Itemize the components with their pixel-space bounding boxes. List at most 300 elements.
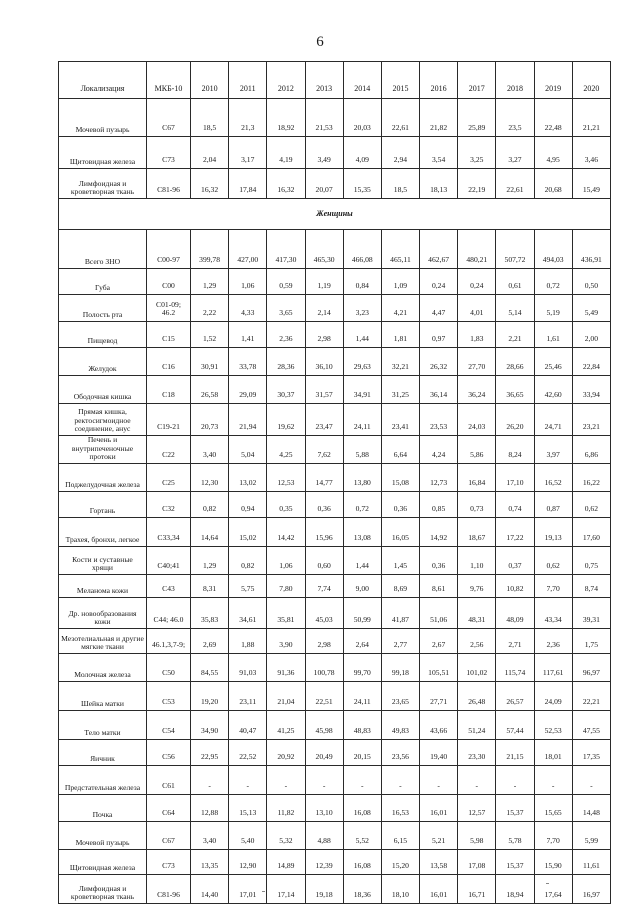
value-cell: 0,36 bbox=[381, 492, 419, 518]
value-cell: 7,62 bbox=[305, 436, 343, 464]
value-cell: 31,57 bbox=[305, 376, 343, 404]
value-cell: 24,71 bbox=[534, 404, 572, 436]
value-cell: 0,62 bbox=[534, 547, 572, 575]
value-cell: 20,49 bbox=[305, 740, 343, 766]
value-cell: 29,63 bbox=[343, 348, 381, 376]
value-cell: 0,60 bbox=[305, 547, 343, 575]
value-cell: 8,74 bbox=[572, 575, 610, 598]
value-cell: 1,29 bbox=[191, 269, 229, 295]
value-cell: 21,94 bbox=[229, 404, 267, 436]
value-cell: 18,67 bbox=[458, 518, 496, 547]
value-cell: 101,02 bbox=[458, 654, 496, 682]
value-cell: 1,44 bbox=[343, 322, 381, 348]
value-cell: 23,53 bbox=[420, 404, 458, 436]
value-cell: 40,47 bbox=[229, 711, 267, 740]
value-cell: 15,35 bbox=[343, 169, 381, 199]
value-cell: 20,07 bbox=[305, 169, 343, 199]
icd-code-cell: C32 bbox=[147, 492, 191, 518]
localization-cell: Лимфоидная и кроветворная ткань bbox=[59, 875, 147, 904]
value-cell: 1,83 bbox=[458, 322, 496, 348]
value-cell: 2,00 bbox=[572, 322, 610, 348]
icd-code-cell: C54 bbox=[147, 711, 191, 740]
value-cell: 15,02 bbox=[229, 518, 267, 547]
value-cell: 0,50 bbox=[572, 269, 610, 295]
value-cell: 115,74 bbox=[496, 654, 534, 682]
value-cell: 1,41 bbox=[229, 322, 267, 348]
value-cell: 8,24 bbox=[496, 436, 534, 464]
value-cell: 4,88 bbox=[305, 822, 343, 850]
value-cell: 0,82 bbox=[191, 492, 229, 518]
value-cell: 23,41 bbox=[381, 404, 419, 436]
value-cell: 2,22 bbox=[191, 295, 229, 322]
table-row bbox=[59, 99, 611, 137]
table-row bbox=[59, 169, 611, 199]
value-cell: 2,94 bbox=[381, 137, 419, 169]
value-cell: 14,64 bbox=[191, 518, 229, 547]
value-cell: 33,78 bbox=[229, 348, 267, 376]
value-cell: 1,09 bbox=[381, 269, 419, 295]
value-cell: 22,61 bbox=[496, 169, 534, 199]
localization-cell: Тело матки bbox=[59, 711, 147, 740]
value-cell: 18,01 bbox=[534, 740, 572, 766]
value-cell: 99,18 bbox=[381, 654, 419, 682]
localization-cell: Лимфоидная и кроветворная ткань bbox=[59, 169, 147, 199]
value-cell: 18,10 bbox=[381, 875, 419, 904]
localization-cell: Яичник bbox=[59, 740, 147, 766]
table-row bbox=[59, 436, 611, 464]
value-cell: - bbox=[267, 766, 305, 795]
localization-cell: Пищевод bbox=[59, 322, 147, 348]
value-cell: 29,09 bbox=[229, 376, 267, 404]
value-cell: 0,84 bbox=[343, 269, 381, 295]
value-cell: 1,06 bbox=[229, 269, 267, 295]
value-cell: 5,04 bbox=[229, 436, 267, 464]
value-cell: 21,53 bbox=[305, 99, 343, 137]
value-cell: 0,36 bbox=[305, 492, 343, 518]
value-cell: 18,92 bbox=[267, 99, 305, 137]
value-cell: 18,36 bbox=[343, 875, 381, 904]
value-cell: 2,98 bbox=[305, 629, 343, 654]
icd-code-cell: C64 bbox=[147, 795, 191, 822]
localization-cell: Желудок bbox=[59, 348, 147, 376]
value-cell: 23,21 bbox=[572, 404, 610, 436]
value-cell: 11,61 bbox=[572, 850, 610, 875]
value-cell: 1,29 bbox=[191, 547, 229, 575]
localization-cell: Губа bbox=[59, 269, 147, 295]
value-cell: 0,24 bbox=[420, 269, 458, 295]
icd-code-cell: C53 bbox=[147, 682, 191, 711]
value-cell: 34,90 bbox=[191, 711, 229, 740]
value-cell: 12,30 bbox=[191, 464, 229, 492]
value-cell: 13,02 bbox=[229, 464, 267, 492]
value-cell: - bbox=[572, 766, 610, 795]
icd-code-cell: C00 bbox=[147, 269, 191, 295]
value-cell: 5,40 bbox=[229, 822, 267, 850]
value-cell: 12,73 bbox=[420, 464, 458, 492]
value-cell: 27,70 bbox=[458, 348, 496, 376]
value-cell: 16,01 bbox=[420, 875, 458, 904]
value-cell: 22,52 bbox=[229, 740, 267, 766]
section-title: Женщины bbox=[59, 199, 611, 230]
value-cell: 14,77 bbox=[305, 464, 343, 492]
value-cell: 20,03 bbox=[343, 99, 381, 137]
value-cell: 7,70 bbox=[534, 822, 572, 850]
value-cell: 465,11 bbox=[381, 230, 419, 269]
value-cell: 2,36 bbox=[534, 629, 572, 654]
page-number: 6 bbox=[316, 34, 324, 50]
header-year: 2013 bbox=[305, 62, 343, 99]
value-cell: 36,10 bbox=[305, 348, 343, 376]
value-cell: 0,24 bbox=[458, 269, 496, 295]
value-cell: 399,78 bbox=[191, 230, 229, 269]
value-cell: 36,14 bbox=[420, 376, 458, 404]
value-cell: 3,46 bbox=[572, 137, 610, 169]
value-cell: 21,15 bbox=[496, 740, 534, 766]
icd-code-cell: C16 bbox=[147, 348, 191, 376]
value-cell: 8,31 bbox=[191, 575, 229, 598]
value-cell: 2,67 bbox=[420, 629, 458, 654]
value-cell: 26,57 bbox=[496, 682, 534, 711]
icd-code-cell: C81-96 bbox=[147, 875, 191, 904]
icd-code-cell: C01-09; 46.2 bbox=[147, 295, 191, 322]
value-cell: 17,64 bbox=[534, 875, 572, 904]
value-cell: 5,99 bbox=[572, 822, 610, 850]
table-row bbox=[59, 269, 611, 295]
localization-cell: Гортань bbox=[59, 492, 147, 518]
icd-code-cell: C00-97 bbox=[147, 230, 191, 269]
value-cell: - bbox=[229, 766, 267, 795]
value-cell: 28,36 bbox=[267, 348, 305, 376]
localization-cell: Предстательная железа bbox=[59, 766, 147, 795]
value-cell: 5,19 bbox=[534, 295, 572, 322]
value-cell: 3,23 bbox=[343, 295, 381, 322]
header-year: 2015 bbox=[381, 62, 419, 99]
value-cell: 7,80 bbox=[267, 575, 305, 598]
value-cell: 99,70 bbox=[343, 654, 381, 682]
value-cell: 22,21 bbox=[572, 682, 610, 711]
table-row bbox=[59, 464, 611, 492]
value-cell: 4,19 bbox=[267, 137, 305, 169]
table-row bbox=[59, 822, 611, 850]
value-cell: 5,52 bbox=[343, 822, 381, 850]
header-localization: Локализация bbox=[59, 62, 147, 99]
value-cell: 35,83 bbox=[191, 598, 229, 629]
value-cell: 22,84 bbox=[572, 348, 610, 376]
value-cell: 6,15 bbox=[381, 822, 419, 850]
value-cell: 84,55 bbox=[191, 654, 229, 682]
value-cell: 2,14 bbox=[305, 295, 343, 322]
table-row bbox=[59, 575, 611, 598]
value-cell: 26,20 bbox=[496, 404, 534, 436]
value-cell: 21,3 bbox=[229, 99, 267, 137]
value-cell: 5,21 bbox=[420, 822, 458, 850]
value-cell: 12,53 bbox=[267, 464, 305, 492]
icd-code-cell: C81-96 bbox=[147, 169, 191, 199]
value-cell: 19,20 bbox=[191, 682, 229, 711]
value-cell: 91,03 bbox=[229, 654, 267, 682]
value-cell: 26,48 bbox=[458, 682, 496, 711]
value-cell: 1,81 bbox=[381, 322, 419, 348]
value-cell: 4,01 bbox=[458, 295, 496, 322]
value-cell: 507,72 bbox=[496, 230, 534, 269]
icd-code-cell: C15 bbox=[147, 322, 191, 348]
value-cell: 1,75 bbox=[572, 629, 610, 654]
value-cell: 19,40 bbox=[420, 740, 458, 766]
table-row bbox=[59, 711, 611, 740]
value-cell: 22,61 bbox=[381, 99, 419, 137]
value-cell: 1,61 bbox=[534, 322, 572, 348]
value-cell: 13,35 bbox=[191, 850, 229, 875]
localization-cell: Всего ЗНО bbox=[59, 230, 147, 269]
value-cell: 20,15 bbox=[343, 740, 381, 766]
value-cell: 3,97 bbox=[534, 436, 572, 464]
value-cell: 436,91 bbox=[572, 230, 610, 269]
value-cell: 16,52 bbox=[534, 464, 572, 492]
icd-code-cell: C33,34 bbox=[147, 518, 191, 547]
value-cell: 35,81 bbox=[267, 598, 305, 629]
icd-code-cell: C67 bbox=[147, 822, 191, 850]
value-cell: 13,58 bbox=[420, 850, 458, 875]
value-cell: 30,37 bbox=[267, 376, 305, 404]
value-cell: - bbox=[420, 766, 458, 795]
value-cell: 17,60 bbox=[572, 518, 610, 547]
value-cell: 21,21 bbox=[572, 99, 610, 137]
value-cell: 3,90 bbox=[267, 629, 305, 654]
icd-code-cell: C61 bbox=[147, 766, 191, 795]
localization-cell: Прямая кишка, ректосигмоидное соединение, анус bbox=[59, 404, 147, 436]
header-year: 2020 bbox=[572, 62, 610, 99]
value-cell: 7,74 bbox=[305, 575, 343, 598]
value-cell: 427,00 bbox=[229, 230, 267, 269]
value-cell: 6,64 bbox=[381, 436, 419, 464]
value-cell: - bbox=[343, 766, 381, 795]
value-cell: 23,65 bbox=[381, 682, 419, 711]
value-cell: 26,32 bbox=[420, 348, 458, 376]
value-cell: 34,61 bbox=[229, 598, 267, 629]
value-cell: 4,95 bbox=[534, 137, 572, 169]
localization-cell: Молочная железа bbox=[59, 654, 147, 682]
value-cell: 14,40 bbox=[191, 875, 229, 904]
value-cell: 20,73 bbox=[191, 404, 229, 436]
value-cell: 22,95 bbox=[191, 740, 229, 766]
value-cell: 3,40 bbox=[191, 436, 229, 464]
table-row bbox=[59, 348, 611, 376]
value-cell: 15,13 bbox=[229, 795, 267, 822]
value-cell: 23,5 bbox=[496, 99, 534, 137]
value-cell: 36,24 bbox=[458, 376, 496, 404]
value-cell: 12,88 bbox=[191, 795, 229, 822]
table-row bbox=[59, 376, 611, 404]
value-cell: - bbox=[496, 766, 534, 795]
incidence-table bbox=[58, 61, 611, 904]
value-cell: 462,67 bbox=[420, 230, 458, 269]
localization-cell: Меланома кожи bbox=[59, 575, 147, 598]
value-cell: 105,51 bbox=[420, 654, 458, 682]
localization-cell: Полость рта bbox=[59, 295, 147, 322]
value-cell: 15,49 bbox=[572, 169, 610, 199]
value-cell: 0,74 bbox=[496, 492, 534, 518]
value-cell: 0,72 bbox=[534, 269, 572, 295]
value-cell: 22,51 bbox=[305, 682, 343, 711]
value-cell: 23,30 bbox=[458, 740, 496, 766]
value-cell: 24,03 bbox=[458, 404, 496, 436]
value-cell: 0,36 bbox=[420, 547, 458, 575]
value-cell: 22,48 bbox=[534, 99, 572, 137]
value-cell: 15,37 bbox=[496, 795, 534, 822]
icd-code-cell: C67 bbox=[147, 99, 191, 137]
value-cell: 2,36 bbox=[267, 322, 305, 348]
icd-code-cell: C43 bbox=[147, 575, 191, 598]
value-cell: 1,10 bbox=[458, 547, 496, 575]
value-cell: 8,69 bbox=[381, 575, 419, 598]
value-cell: 4,25 bbox=[267, 436, 305, 464]
table-row bbox=[59, 682, 611, 711]
value-cell: 5,14 bbox=[496, 295, 534, 322]
value-cell: 22,19 bbox=[458, 169, 496, 199]
table-body bbox=[59, 99, 611, 904]
value-cell: 8,61 bbox=[420, 575, 458, 598]
value-cell: 18,94 bbox=[496, 875, 534, 904]
value-cell: 16,01 bbox=[420, 795, 458, 822]
value-cell: 3,27 bbox=[496, 137, 534, 169]
value-cell: 466,08 bbox=[343, 230, 381, 269]
value-cell: - bbox=[305, 766, 343, 795]
value-cell: 17,84 bbox=[229, 169, 267, 199]
localization-cell: Мочевой пузырь bbox=[59, 822, 147, 850]
value-cell: 20,68 bbox=[534, 169, 572, 199]
value-cell: 16,32 bbox=[267, 169, 305, 199]
value-cell: 15,65 bbox=[534, 795, 572, 822]
value-cell: 15,08 bbox=[381, 464, 419, 492]
localization-cell: Шейка матки bbox=[59, 682, 147, 711]
value-cell: 15,96 bbox=[305, 518, 343, 547]
header-year: 2014 bbox=[343, 62, 381, 99]
value-cell: 1,88 bbox=[229, 629, 267, 654]
value-cell: 50,99 bbox=[343, 598, 381, 629]
value-cell: 12,39 bbox=[305, 850, 343, 875]
value-cell: 23,47 bbox=[305, 404, 343, 436]
value-cell: 17,01 bbox=[229, 875, 267, 904]
localization-cell: Др. новообразования кожи bbox=[59, 598, 147, 629]
value-cell: 25,46 bbox=[534, 348, 572, 376]
value-cell: - bbox=[458, 766, 496, 795]
header-year: 2010 bbox=[191, 62, 229, 99]
scan-mark bbox=[546, 883, 549, 884]
value-cell: 17,22 bbox=[496, 518, 534, 547]
value-cell: 3,65 bbox=[267, 295, 305, 322]
value-cell: 11,82 bbox=[267, 795, 305, 822]
value-cell: 15,37 bbox=[496, 850, 534, 875]
value-cell: 45,98 bbox=[305, 711, 343, 740]
value-cell: 0,59 bbox=[267, 269, 305, 295]
value-cell: 2,21 bbox=[496, 322, 534, 348]
table-row bbox=[59, 518, 611, 547]
header-year: 2012 bbox=[267, 62, 305, 99]
value-cell: 27,71 bbox=[420, 682, 458, 711]
table-row bbox=[59, 404, 611, 436]
value-cell: 43,34 bbox=[534, 598, 572, 629]
value-cell: 16,71 bbox=[458, 875, 496, 904]
value-cell: 32,21 bbox=[381, 348, 419, 376]
value-cell: 18,13 bbox=[420, 169, 458, 199]
value-cell: 39,31 bbox=[572, 598, 610, 629]
value-cell: 7,70 bbox=[534, 575, 572, 598]
value-cell: 0,62 bbox=[572, 492, 610, 518]
value-cell: 16,53 bbox=[381, 795, 419, 822]
value-cell: 48,09 bbox=[496, 598, 534, 629]
value-cell: 15,90 bbox=[534, 850, 572, 875]
value-cell: 16,08 bbox=[343, 795, 381, 822]
value-cell: 36,65 bbox=[496, 376, 534, 404]
value-cell: 96,97 bbox=[572, 654, 610, 682]
table-row bbox=[59, 547, 611, 575]
value-cell: 52,53 bbox=[534, 711, 572, 740]
icd-code-cell: C18 bbox=[147, 376, 191, 404]
value-cell: 51,06 bbox=[420, 598, 458, 629]
value-cell: 13,80 bbox=[343, 464, 381, 492]
value-cell: 23,11 bbox=[229, 682, 267, 711]
table-row bbox=[59, 598, 611, 629]
value-cell: 16,22 bbox=[572, 464, 610, 492]
value-cell: 0,94 bbox=[229, 492, 267, 518]
value-cell: 51,24 bbox=[458, 711, 496, 740]
value-cell: 23,56 bbox=[381, 740, 419, 766]
value-cell: 41,25 bbox=[267, 711, 305, 740]
value-cell: 2,71 bbox=[496, 629, 534, 654]
value-cell: 25,89 bbox=[458, 99, 496, 137]
value-cell: 43,66 bbox=[420, 711, 458, 740]
value-cell: 17,14 bbox=[267, 875, 305, 904]
value-cell: 14,42 bbox=[267, 518, 305, 547]
value-cell: 3,40 bbox=[191, 822, 229, 850]
header-year: 2017 bbox=[458, 62, 496, 99]
value-cell: 0,35 bbox=[267, 492, 305, 518]
value-cell: 2,98 bbox=[305, 322, 343, 348]
value-cell: 10,82 bbox=[496, 575, 534, 598]
value-cell: 2,77 bbox=[381, 629, 419, 654]
icd-code-cell: C25 bbox=[147, 464, 191, 492]
table-row bbox=[59, 295, 611, 322]
header-year: 2018 bbox=[496, 62, 534, 99]
value-cell: 17,35 bbox=[572, 740, 610, 766]
value-cell: 16,84 bbox=[458, 464, 496, 492]
icd-code-cell: C50 bbox=[147, 654, 191, 682]
value-cell: 1,45 bbox=[381, 547, 419, 575]
value-cell: 3,25 bbox=[458, 137, 496, 169]
value-cell: 14,48 bbox=[572, 795, 610, 822]
localization-cell: Щитовидная железа bbox=[59, 850, 147, 875]
icd-code-cell: C73 bbox=[147, 137, 191, 169]
value-cell: 3,17 bbox=[229, 137, 267, 169]
value-cell: 0,87 bbox=[534, 492, 572, 518]
table-row bbox=[59, 230, 611, 269]
section-row bbox=[59, 199, 611, 230]
value-cell: 2,56 bbox=[458, 629, 496, 654]
localization-cell: Щитовидная железа bbox=[59, 137, 147, 169]
value-cell: 18,5 bbox=[191, 99, 229, 137]
table-row bbox=[59, 654, 611, 682]
value-cell: 9,00 bbox=[343, 575, 381, 598]
table-row bbox=[59, 850, 611, 875]
value-cell: 117,61 bbox=[534, 654, 572, 682]
value-cell: 18,5 bbox=[381, 169, 419, 199]
value-cell: 5,78 bbox=[496, 822, 534, 850]
icd-code-cell: C73 bbox=[147, 850, 191, 875]
value-cell: 21,04 bbox=[267, 682, 305, 711]
table-row bbox=[59, 740, 611, 766]
value-cell: 494,03 bbox=[534, 230, 572, 269]
value-cell: 57,44 bbox=[496, 711, 534, 740]
